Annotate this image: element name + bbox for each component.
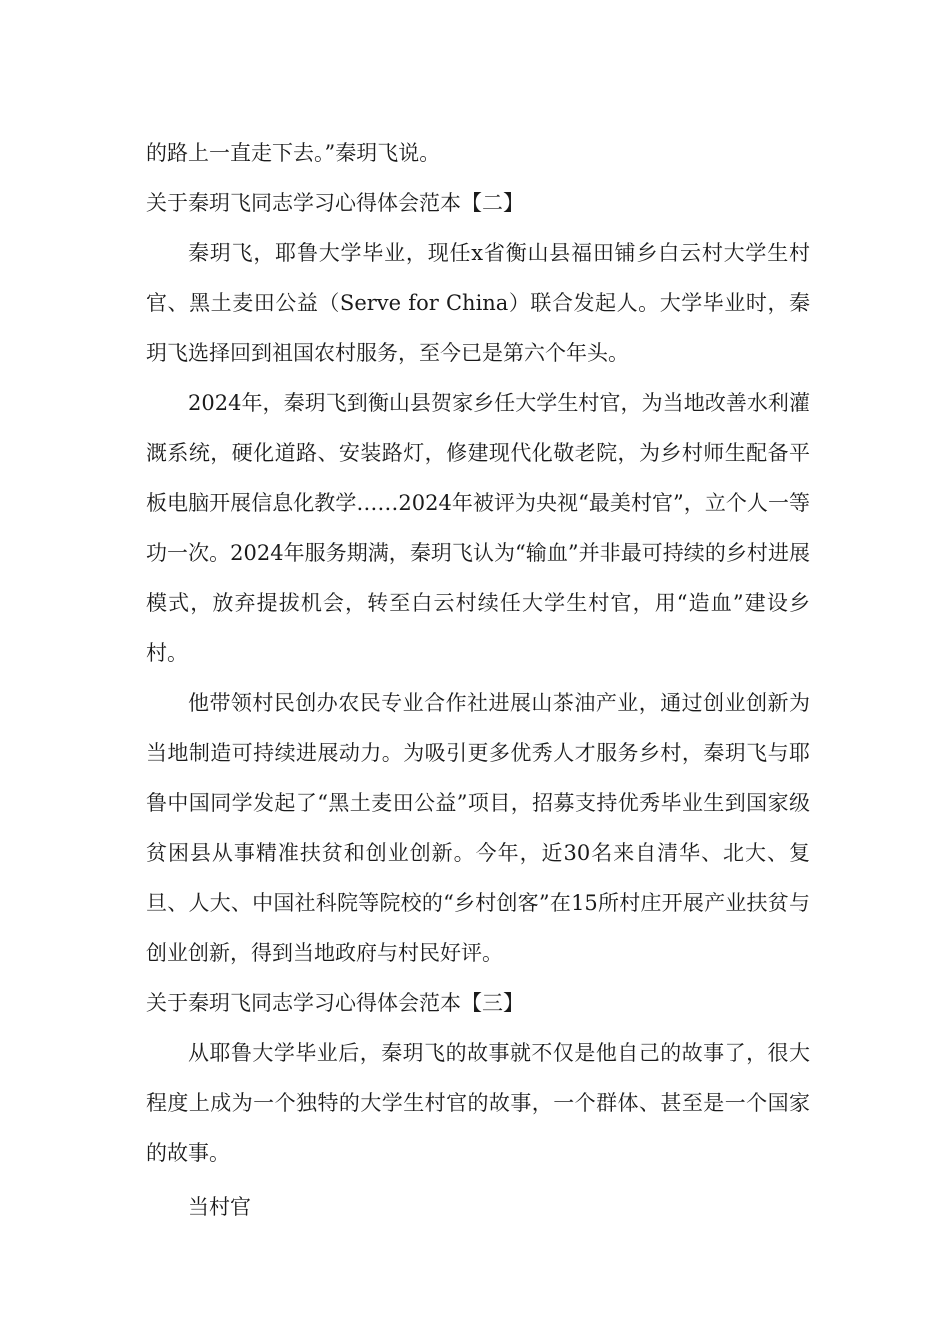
- paragraph-story: 从耶鲁大学毕业后，秦玥飞的故事就不仅是他自己的故事了，很大程度上成为一个独特的大学生村官的故事，一个群体、甚至是一个国家的故事。: [146, 1041, 810, 1165]
- paragraph-continued: 的路上一直走下去。”秦玥飞说。: [146, 141, 441, 165]
- section-heading-3: 关于秦玥飞同志学习心得体会范本【三】: [146, 991, 524, 1015]
- paragraph-intro: 秦玥飞，耶鲁大学毕业，现任x省衡山县福田铺乡白云村大学生村官、黑土麦田公益（Serve for China）联合发起人。大学毕业时，秦玥飞选择回到祖国农村服务，至今已是第六个年头。: [146, 241, 810, 365]
- subheading-village-official: 当村官: [188, 1195, 251, 1219]
- document-page: [146, 128, 810, 1232]
- section-heading-2: 关于秦玥飞同志学习心得体会范本【二】: [146, 191, 524, 215]
- paragraph-entrepreneurship: 他带领村民创办农民专业合作社进展山茶油产业，通过创业创新为当地制造可持续进展动力。为吸引更多优秀人才服务乡村，秦玥飞与耶鲁中国同学发起了“黑土麦田公益”项目，招募支持优秀毕业生到国家级贫困县从事精准扶贫和创业创新。今年，近30名来自清华、北大、复旦、人大、中国社科院等院校的“乡村创客”在15所村庄开展产业扶贫与创业创新，得到当地政府与村民好评。: [146, 691, 810, 965]
- paragraph-village-work: 2024年，秦玥飞到衡山县贺家乡任大学生村官，为当地改善水利灌溉系统，硬化道路、安装路灯，修建现代化敬老院，为乡村师生配备平板电脑开展信息化教学……2024年被评为央视“最美村官”，立个人一等功一次。2024年服务期满，秦玥飞认为“输血”并非最可持续的乡村进展模式，放弃提拔机会，转至白云村续任大学生村官，用“造血”建设乡村。: [146, 391, 810, 665]
